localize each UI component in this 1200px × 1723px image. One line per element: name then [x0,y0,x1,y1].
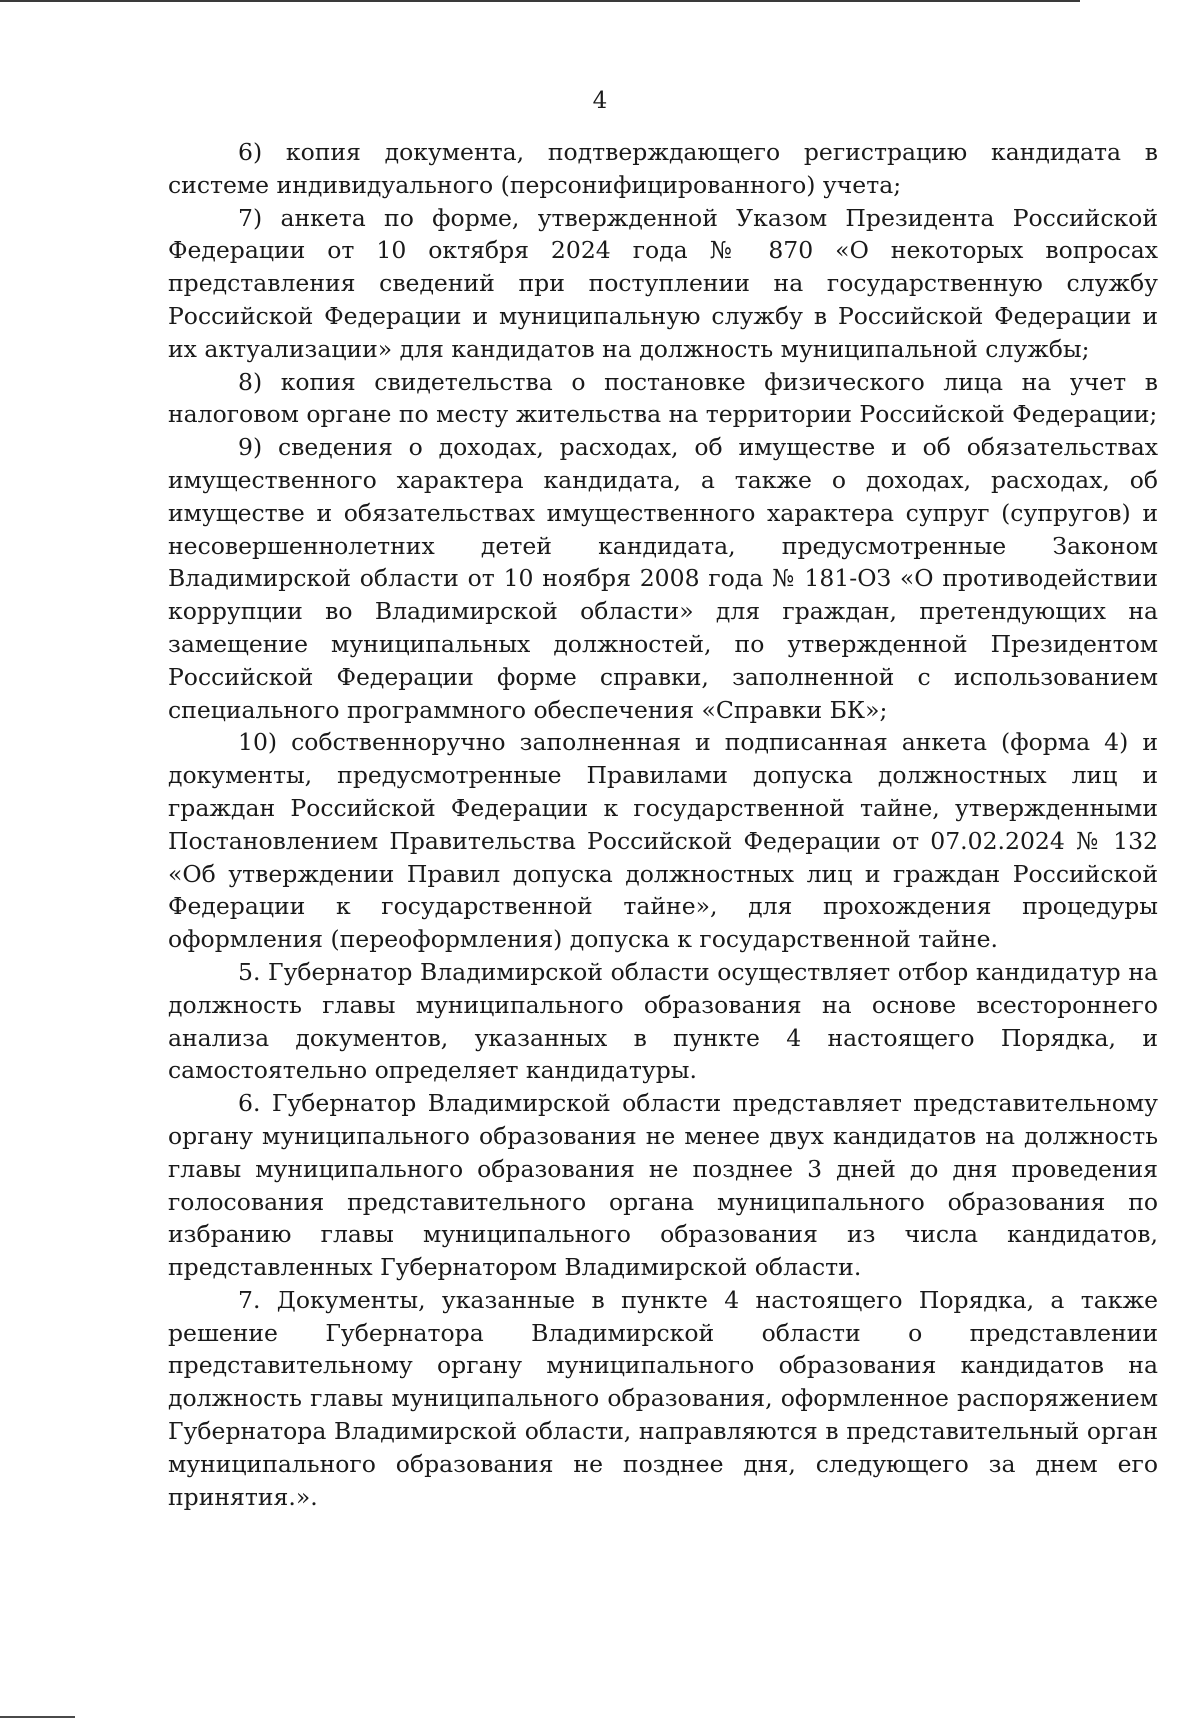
paragraph-point-6: 6. Губернатор Владимирской области представляет представительному органу муниципального образования не менее двух кандидатов на должность главы муниципального образования не позднее 3 дней до дня проведения голосования представительного органа муниципального образования по избранию главы муниципального образования из числа кандидатов, представленных Губернатором Владимирской области. [168,1089,1158,1282]
document-body [168,136,1158,1513]
paragraph-item-8: 8) копия свидетельства о постановке физического лица на учет в налоговом органе по месту жительства на территории Российской Федерации; [168,367,1158,429]
paragraph-point-7: 7. Документы, указанные в пункте 4 настоящего Порядка, а также решение Губернатора Владимирской области о представлении представительному органу муниципального образования кандидатов на должность главы муниципального образования, оформленное распоряжением Губернатора Владимирской области, направляются в представительный орган муниципального образования не позднее дня, следующего за днем его принятия.». [168,1285,1158,1511]
paragraph-item-10: 10) собственноручно заполненная и подписанная анкета (форма 4) и документы, предусмотренные Правилами допуска должностных лиц и граждан Российской Федерации к государственной тайне, утвержденными Постановлением Правительства Российской Федерации от 07.02.2024 № 132 «Об утверждении Правил допуска должностных лиц и граждан Российской Федерации к государственной тайне», для прохождения процедуры оформления (переоформления) допуска к государственной тайне. [168,728,1158,954]
paragraph-item-7: 7) анкета по форме, утвержденной Указом Президента Российской Федерации от 10 октября 2024 года № 870 «О некоторых вопросах представления сведений при поступлении на государственную службу Российской Федерации и муниципальную службу в Российской Федерации и их актуализации» для кандидатов на должность муниципальной службы; [168,203,1158,363]
paragraph-point-5: 5. Губернатор Владимирской области осуществляет отбор кандидатур на должность главы муниципального образования на основе всестороннего анализа документов, указанных в пункте 4 настоящего Порядка, и самостоятельно определяет кандидатуры. [168,957,1158,1085]
page-number: 4 [592,88,608,114]
bottom-margin-mark [0,1716,75,1718]
paragraph-item-6: 6) копия документа, подтверждающего регистрацию кандидата в системе индивидуального (персонифицированного) учета; [168,138,1158,199]
top-border-line [0,0,1080,2]
paragraph-item-9: 9) сведения о доходах, расходах, об имуществе и об обязательствах имущественного характера кандидата, а также о доходах, расходах, об имуществе и обязательствах имущественного характера супруг (супругов) и несовершеннолетних детей кандидата, предусмотренные Законом Владимирской области от 10 ноября 2008 года № 181-ОЗ «О противодействии коррупции во Владимирской области» для граждан, претендующих на замещение муниципальных должностей, по утвержденной Президентом Российской Федерации форме справки, заполненной с использованием специального программного обеспечения «Справки БК»; [168,433,1158,724]
